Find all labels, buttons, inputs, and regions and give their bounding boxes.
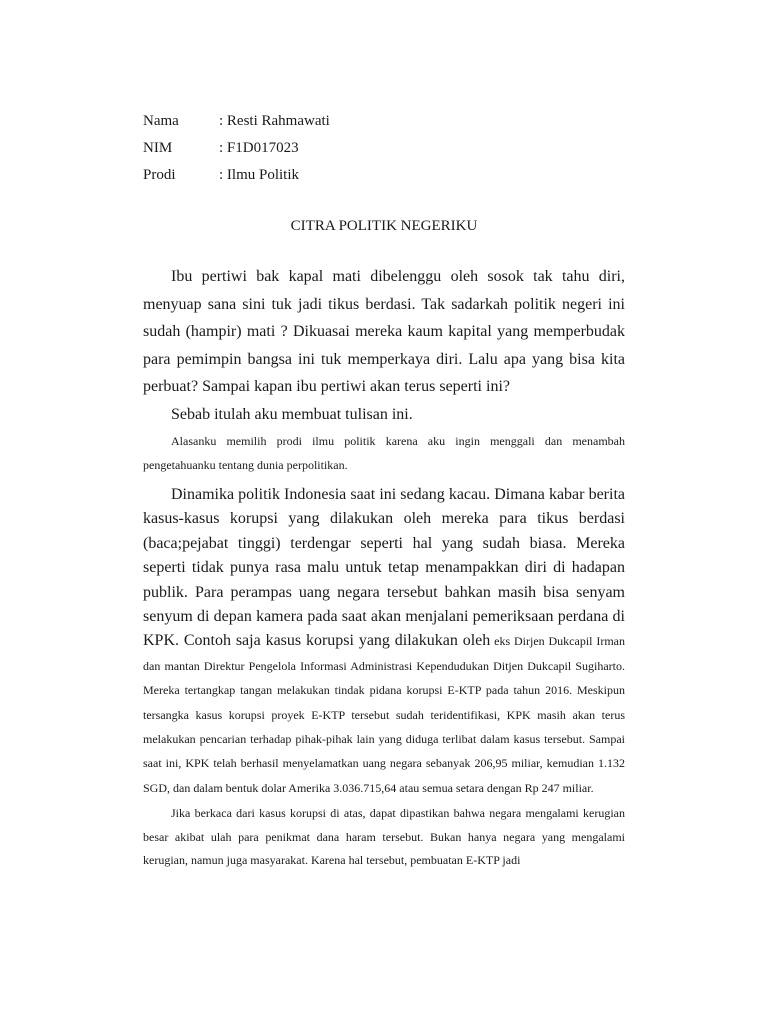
student-info <box>143 108 330 189</box>
paragraph-4 <box>143 483 625 800</box>
paragraph-3: Alasanku memilih prodi ilmu politik karena aku ingin menggali dan menambah pengetahuanku tentang dunia perpolitikan. <box>143 434 625 472</box>
nama-value: : Resti Rahmawati <box>219 113 330 129</box>
paragraph-4-small-text: eks Dirjen Dukcapil Irman dan mantan Direktur Pengelola Informasi Administrasi Kependudukan Ditjen Dukcapil Sugiharto. Mereka tertangkap tangan melakukan tindak pidana korupsi E-KTP pada tahun 2016. Meskipun tersangka kasus korupsi proyek E-KTP tersebut sudah teridentifikasi, KPK masih akan terus melakukan pencarian terhadap pihak-pihak lain yang diduga terlibat dalam kasus tersebut. Sampai saat ini, KPK telah berhasil menyelamatkan uang negara sebanyak 206,95 miliar, kemudian 1.132 SGD, dan dalam bentuk dolar Amerika 3.036.715,64 atau semua setara dengan Rp 247 miliar. <box>143 634 626 795</box>
nama-label: Nama <box>143 113 179 129</box>
nim-value: : F1D017023 <box>219 140 299 156</box>
nim-row <box>143 135 330 162</box>
prodi-value: : Ilmu Politik <box>219 167 300 183</box>
document-title: CITRA POLITIK NEGERIKU <box>290 218 478 234</box>
paragraph-1: Ibu pertiwi bak kapal mati dibelenggu oleh sosok tak tahu diri, menyuap sana sini tuk jadi tikus berdasi. Tak sadarkah politik negeri ini sudah (hampir) mati ? Dikuasai mereka kaum kapital yang memperbudak para pemimpin bangsa ini tuk memperkaya diri. Lalu apa yang bisa kita perbuat? Sampai kapan ibu pertiwi akan terus seperti ini? <box>143 268 625 395</box>
paragraph-5: Jika berkaca dari kasus korupsi di atas, dapat dipastikan bahwa negara mengalami kerugian besar akibat ulah para penikmat dana haram tersebut. Bukan hanya negara yang mengalami kerugian, namun juga masyarakat. Karena hal tersebut, pembuatan E-KTP jadi <box>143 806 625 868</box>
nama-row <box>143 108 330 135</box>
document-body <box>143 263 625 873</box>
prodi-row <box>143 162 330 189</box>
paragraph-2: Sebab itulah aku membuat tulisan ini. <box>171 405 413 423</box>
prodi-label: Prodi <box>143 167 176 183</box>
paragraph-4-large-text: Dinamika politik Indonesia saat ini sedang kacau. Dimana kabar berita kasus-kasus korupsi yang dilakukan oleh mereka para tikus berdasi (baca;pejabat tinggi) terdengar seperti hal yang sudah biasa. Mereka seperti tidak punya rasa malu untuk tetap menampakkan diri di hadapan publik. Para perampas uang negara tersebut bahkan masih bisa senyam senyum di depan kamera pada saat akan menjalani pemeriksaan perdana di KPK. Contoh saja kasus korupsi yang dilakukan oleh <box>143 486 625 650</box>
nim-label: NIM <box>143 140 173 156</box>
